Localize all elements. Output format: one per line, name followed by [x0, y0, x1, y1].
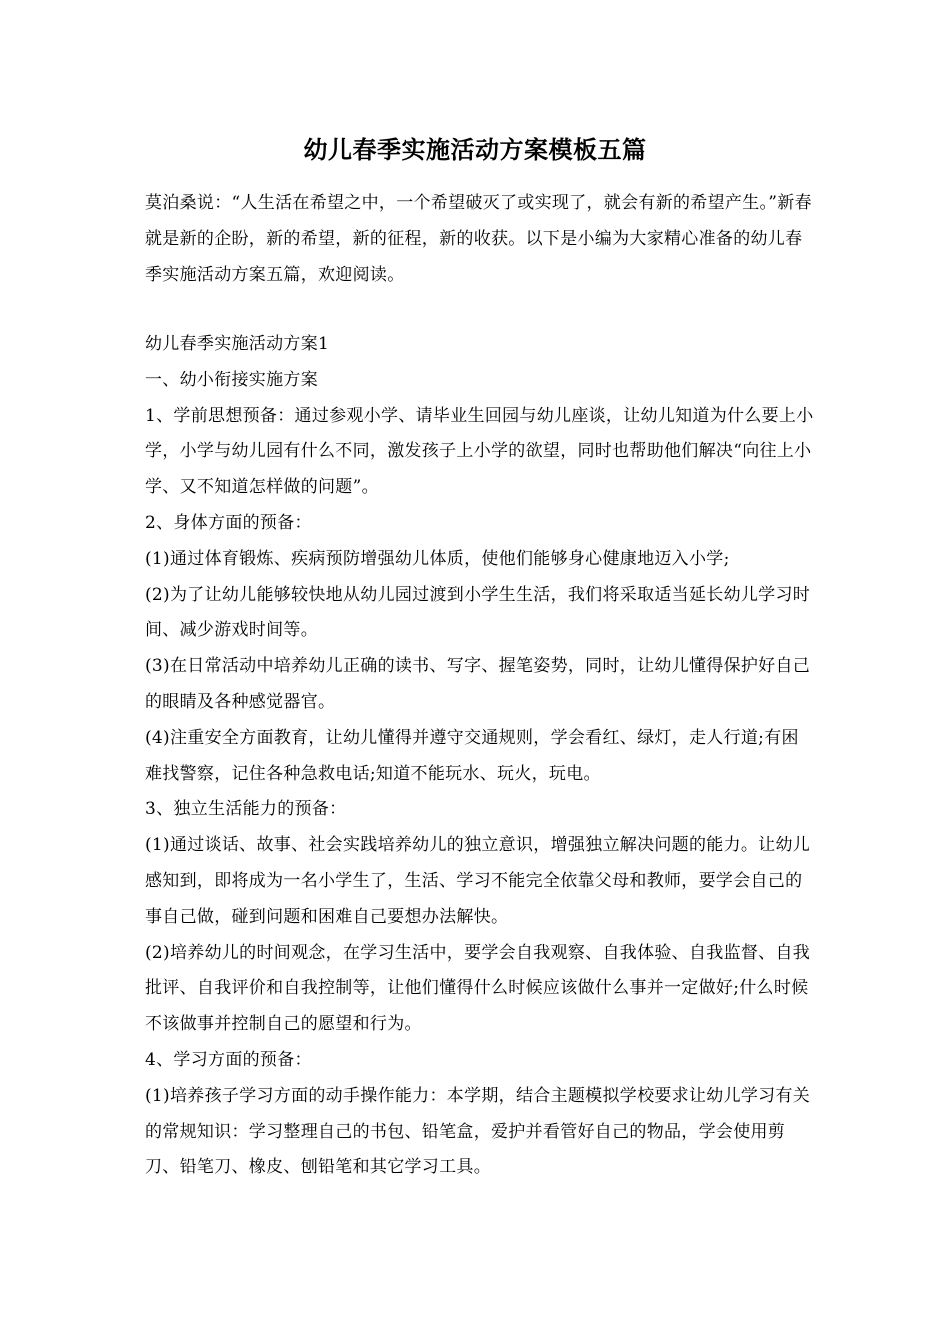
paragraph: (1)通过体育锻炼、疾病预防增强幼儿体质，使他们能够身心健康地迈入小学; — [145, 548, 730, 569]
section-body — [145, 327, 815, 1186]
intro-paragraph — [145, 186, 815, 293]
paragraph: 一、幼小衔接实施方案 — [145, 369, 318, 390]
section-heading: 幼儿春季实施活动方案1 — [145, 334, 330, 354]
paragraph: (2)为了让幼儿能够较快地从幼儿园过渡到小学生生活，我们将采取适当延长幼儿学习时间、减少游戏时间等。 — [145, 584, 811, 641]
paragraph: (1)通过谈话、故事、社会实践培养幼儿的独立意识，增强独立解决问题的能力。让幼儿感知到，即将成为一名小学生了，生活、学习不能完全依靠父母和教师，要学会自己的事自己做，碰到问题和困难自己要想办法解快。 — [145, 835, 811, 927]
paragraph: 2、身体方面的预备： — [145, 512, 312, 533]
paragraph: 1、学前思想预备：通过参观小学、请毕业生回园与幼儿座谈，让幼儿知道为什么要上小学，小学与幼儿园有什么不同，激发孩子上小学的欲望，同时也帮助他们解决“向往上小学、又不知道怎样做的问题”。 — [145, 405, 814, 498]
document-title: 幼儿春季实施活动方案模板五篇 — [303, 135, 647, 164]
paragraph: (3)在日常活动中培养幼儿正确的读书、写字、握笔姿势，同时，让幼儿懂得保护好自己的眼睛及各种感觉器官。 — [145, 656, 811, 712]
paragraph: (1)培养孩子学习方面的动手操作能力：本学期，结合主题模拟学校要求让幼儿学习有关的常规知识：学习整理自己的书包、铅笔盒，爱护并看管好自己的物品，学会使用剪刀、铅笔刀、橡皮、刨铅笔和其它学习工具。 — [145, 1085, 811, 1178]
paragraph: 3、独立生活能力的预备： — [145, 799, 347, 820]
intro-text: 莫泊桑说：“人生活在希望之中，一个希望破灭了或实现了，就会有新的希望产生。”新春就是新的企盼，新的希望，新的征程，新的收获。以下是小编为大家精心准备的幼儿春季实施活动方案五篇，欢迎阅读。 — [145, 193, 812, 285]
paragraph: (4)注重安全方面教育，让幼儿懂得并遵守交通规则，学会看红、绿灯，走人行道;有困难找警察，记住各种急救电话;知道不能玩水、玩火，玩电。 — [145, 727, 799, 784]
paragraph: 4、学习方面的预备： — [145, 1049, 312, 1070]
paragraph: (2)培养幼儿的时间观念，在学习生活中，要学会自我观察、自我体验、自我监督、自我批评、自我评价和自我控制等，让他们懂得什么时候应该做什么事并一定做好;什么时候不该做事并控制自己的愿望和行为。 — [145, 942, 811, 1035]
